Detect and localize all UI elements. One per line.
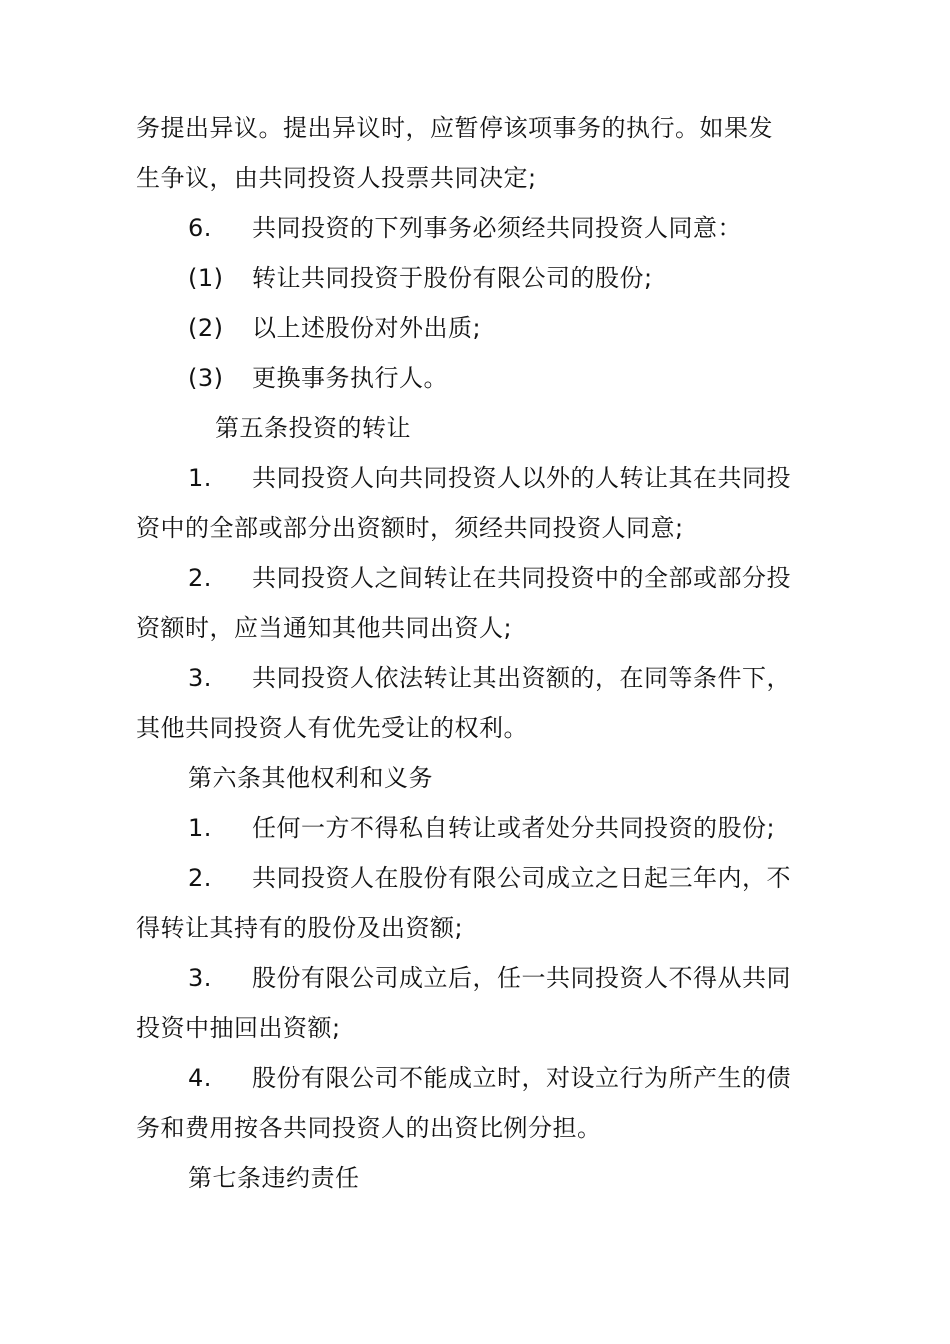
item-text: 共同投资人向共同投资人以外的人转让其在共同投 bbox=[252, 464, 791, 492]
numbered-item bbox=[0, 1062, 950, 1094]
line-text: 投资中抽回出资额; bbox=[136, 1014, 341, 1042]
article-heading bbox=[0, 762, 950, 794]
numbered-item bbox=[0, 462, 950, 494]
numbered-item bbox=[0, 662, 950, 694]
article-5-heading: 第五条投资的转让 bbox=[215, 414, 411, 442]
item-text: 共同投资人之间转让在共同投资中的全部或部分投 bbox=[252, 564, 791, 592]
paragraph-line bbox=[0, 112, 950, 144]
article-6-heading: 第六条其他权利和义务 bbox=[188, 764, 433, 792]
paragraph-line bbox=[0, 1012, 950, 1044]
item-number: 3. bbox=[188, 964, 212, 992]
item-text: 股份有限公司不能成立时，对设立行为所产生的债 bbox=[252, 1064, 791, 1092]
paragraph-line bbox=[0, 912, 950, 944]
paragraph-line bbox=[0, 162, 950, 194]
item-number: 4. bbox=[188, 1064, 212, 1092]
paragraph-line bbox=[0, 612, 950, 644]
item-number: 1. bbox=[188, 464, 212, 492]
item-number: 3. bbox=[188, 664, 212, 692]
line-text: 资额时，应当通知其他共同出资人; bbox=[136, 614, 513, 642]
line-text: 务提出异议。提出异议时，应暂停该项事务的执行。如果发 bbox=[136, 114, 773, 142]
paragraph-line bbox=[0, 512, 950, 544]
item-text: 共同投资的下列事务必须经共同投资人同意： bbox=[252, 214, 742, 242]
sub-item-text: 以上述股份对外出质; bbox=[252, 314, 482, 342]
article-heading bbox=[0, 412, 950, 444]
paragraph-line bbox=[0, 712, 950, 744]
numbered-item bbox=[0, 212, 950, 244]
item-text: 任何一方不得私自转让或者处分共同投资的股份; bbox=[252, 814, 776, 842]
item-number: 6. bbox=[188, 214, 212, 242]
sub-item-number: (1) bbox=[188, 264, 224, 292]
item-text: 共同投资人在股份有限公司成立之日起三年内，不 bbox=[252, 864, 791, 892]
numbered-item bbox=[0, 862, 950, 894]
sub-item bbox=[0, 362, 950, 394]
sub-item-number: (3) bbox=[188, 364, 224, 392]
numbered-item bbox=[0, 962, 950, 994]
numbered-item bbox=[0, 812, 950, 844]
sub-item-text: 转让共同投资于股份有限公司的股份; bbox=[252, 264, 653, 292]
line-text: 得转让其持有的股份及出资额; bbox=[136, 914, 464, 942]
article-7-heading: 第七条违约责任 bbox=[188, 1164, 360, 1192]
item-number: 2. bbox=[188, 564, 212, 592]
item-text: 股份有限公司成立后，任一共同投资人不得从共同 bbox=[252, 964, 791, 992]
article-heading bbox=[0, 1162, 950, 1194]
sub-item bbox=[0, 312, 950, 344]
line-text: 其他共同投资人有优先受让的权利。 bbox=[136, 714, 528, 742]
line-text: 资中的全部或部分出资额时，须经共同投资人同意; bbox=[136, 514, 684, 542]
item-number: 1. bbox=[188, 814, 212, 842]
numbered-item bbox=[0, 562, 950, 594]
paragraph-line bbox=[0, 1112, 950, 1144]
sub-item-number: (2) bbox=[188, 314, 224, 342]
line-text: 生争议，由共同投资人投票共同决定; bbox=[136, 164, 537, 192]
item-number: 2. bbox=[188, 864, 212, 892]
item-text: 共同投资人依法转让其出资额的，在同等条件下， bbox=[252, 664, 791, 692]
line-text: 务和费用按各共同投资人的出资比例分担。 bbox=[136, 1114, 602, 1142]
sub-item bbox=[0, 262, 950, 294]
sub-item-text: 更换事务执行人。 bbox=[252, 364, 448, 392]
